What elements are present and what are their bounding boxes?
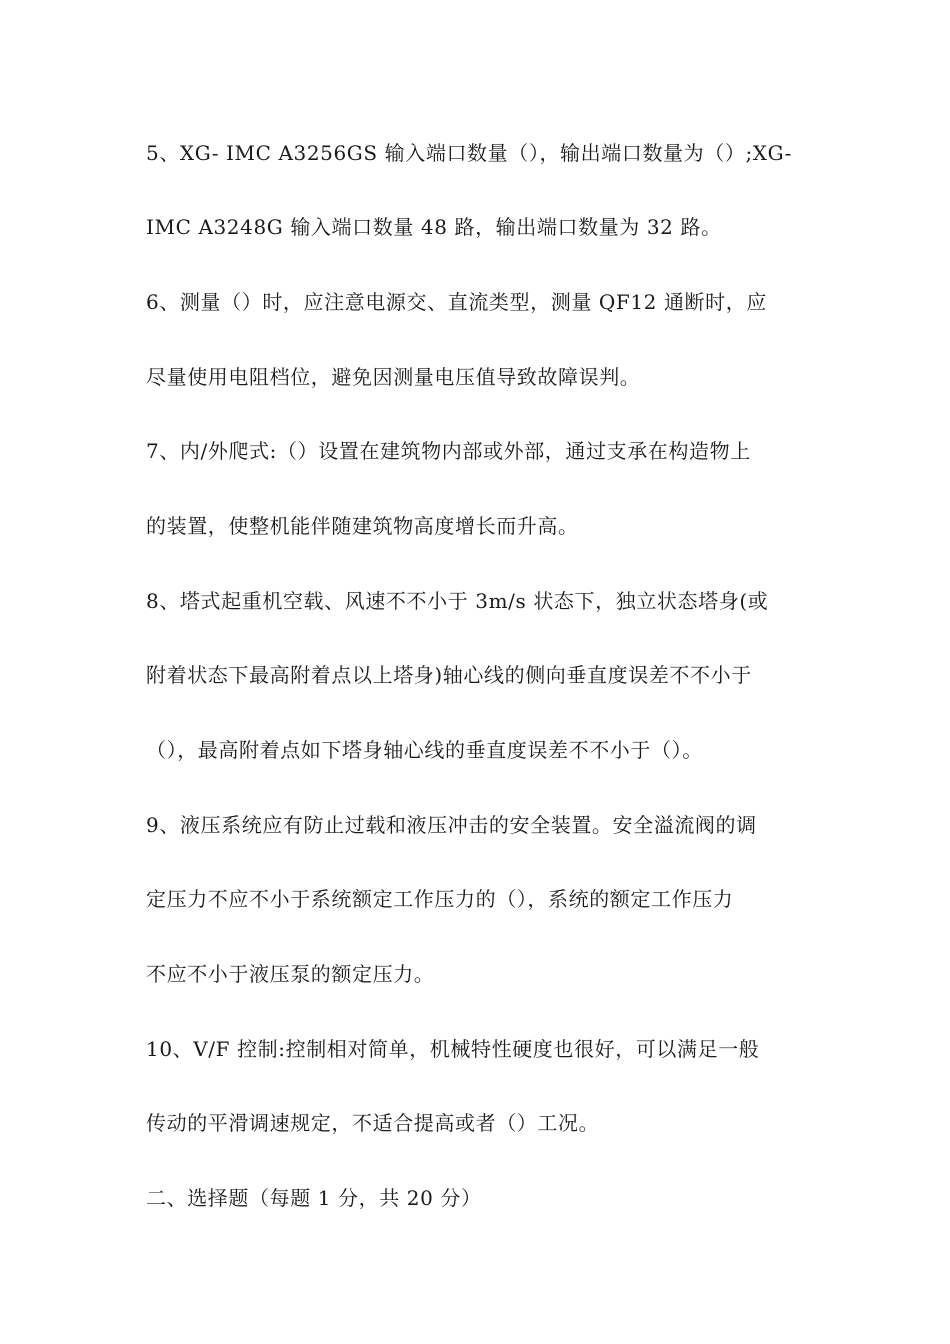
question-8-line-2: 附着状态下最高附着点以上塔身)轴心线的侧向垂直度误差不不小于 [146,663,752,687]
question-10-line-2: 传动的平滑调速规定，不适合提高或者（）工况。 [146,1111,600,1135]
question-9-line-3: 不应不小于液压泵的额定压力。 [146,962,435,986]
question-10-line-1: 10、V/F 控制:控制相对简单，机械特性硬度也很好，可以满足一般 [146,1037,760,1061]
question-5-line-1: 5、XG- IMC A3256GS 输入端口数量（），输出端口数量为（）;XG- [146,141,792,165]
section-heading: 二、选择题（每题 1 分，共 20 分） [146,1186,482,1210]
question-6-line-2: 尽量使用电阻档位，避免因测量电压值导致故障误判。 [146,365,641,389]
question-5-line-2: IMC A3248G 输入端口数量 48 路，输出端口数量为 32 路。 [146,215,722,239]
question-7-line-1: 7、内/外爬式:（）设置在建筑物内部或外部，通过支承在构造物上 [146,439,751,463]
question-9-line-2: 定压力不应不小于系统额定工作压力的（），系统的额定工作压力 [146,887,734,911]
question-8-line-3: （），最高附着点如下塔身轴心线的垂直度误差不不小于（）。 [146,738,703,762]
question-8-line-1: 8、塔式起重机空载、风速不不小于 3m/s 状态下，独立状态塔身(或 [146,589,769,613]
question-6-line-1: 6、测量（）时，应注意电源交、直流类型，测量 QF12 通断时，应 [146,290,767,314]
question-9-line-1: 9、液压系统应有防止过载和液压冲击的安全装置。安全溢流阀的调 [146,813,757,837]
question-7-line-2: 的装置，使整机能伴随建筑物高度增长而升高。 [146,514,579,538]
